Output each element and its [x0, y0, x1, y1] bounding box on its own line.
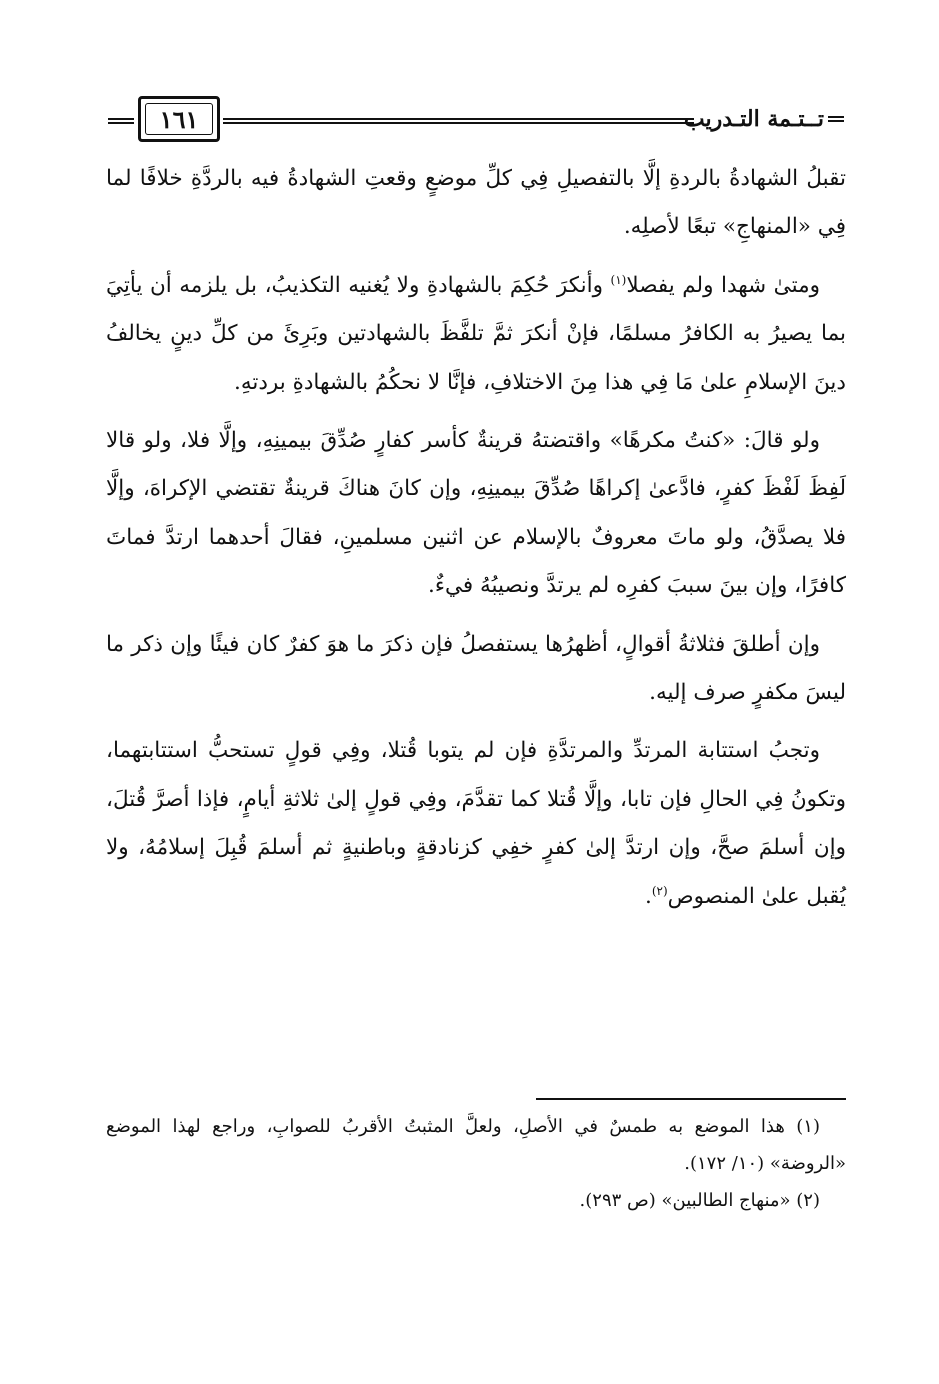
footnote-ref-1: (١) [610, 272, 627, 287]
header-ornament-dash [828, 116, 844, 122]
header-title-text: تــتـمة التـدريب [683, 106, 824, 132]
footnote-1: (١) هذا الموضع به طمسٌ في الأصلِ، ولعلَّ المثبتُ الأقربُ للصوابِ، وراجع لهذا الموضع «الروضة» (١٠/ ١٧٢). [106, 1116, 846, 1174]
paragraph-4: وإن أطلقَ فثلاثةُ أقوالٍ، أظهرُها يستفصلُ فإن ذكرَ ما هوَ كفرٌ كان فيئًا وإن ذكر ما ليسَ مكفرٍ صرف إليه. [106, 631, 846, 706]
footnote-ref-2: (٢) [651, 883, 668, 898]
paragraph-5-end: . [644, 883, 652, 909]
footnote-2: (٢) «منهاج الطالبين» (ص ٢٩٣). [579, 1190, 820, 1211]
page-number-frame [138, 96, 220, 142]
paragraph-3: ولو قالَ: «كنتُ مكرهًا» واقتضتهُ قرينةٌ كأسر كفارٍ صُدِّقَ بيمينِهِ، وإلَّا فلا، ولو قالا لَفِظَ لَفْظَ كفرٍ، فادَّعىٰ إكراهًا صُدِّقَ بيمينِهِ، وإن كانَ هناكَ قرينةٌ تقتضي الإكراهَ، وإلَّا فلا يصدَّقُ، ولو ماتَ معروفٌ بالإسلام عن اثنين مسلمينِ، فقالَ أحدهما ارتدَّ فماتَ كافرًا، وإن بينَ سببَ كفرِه لم يرتدَّ ونصيبُهُ فيءٌ. [106, 428, 846, 599]
paragraph-2-rest: وأنكرَ حُكِمَ بالشهادةِ ولا يُغنيه التكذيبُ، بل يلزمه أن يأتِيَ بما يصيرُ به الكافرُ مسلمًا، فإنْ أنكرَ ثمَّ تلفَّظَ بالشهادتين وبَرِئَ من كلِّ دينٍ يخالفُ دينَ الإسلامِ علىٰ مَا فِي هذا مِنَ الاختلافِ، فإنَّا لا نحكُمُ بالشهادةِ بردتهِ. [106, 272, 846, 395]
running-header [108, 92, 844, 146]
header-double-rule-end [108, 118, 134, 124]
paragraph-5 [106, 727, 846, 921]
paragraph-5-start: وتجبُ استتابة المرتدِّ والمرتدَّةِ فإن لم يتوبا قُتلا، وفِي قولٍ تستحبُّ استتابتهما، وتكونُ فِي الحالِ فإن تابا، وإلَّا قُتلا كما تقدَّمَ، وفِي قولٍ إلىٰ ثلاثةِ أيامٍ، فإذا أصرَّ قُتلَ، وإن أسلمَ صحَّ، وإن ارتدَّ إلىٰ كفرٍ خفِي كزنادقةٍ وباطنيةٍ ثم أسلمَ قُبِلَ إسلامُهُ، ولا يُقبل علىٰ المنصوص [106, 738, 846, 909]
paragraph-2-start: ومتىٰ شهدا ولم يفصلا [626, 272, 820, 298]
paragraph-2 [106, 262, 846, 407]
header-double-rule [223, 118, 694, 124]
header-title [684, 106, 844, 132]
paragraph-1: تقبلُ الشهادةُ بالردةِ إلَّا بالتفصيلِ فِي كلِّ موضعٍ وقعتِ الشهادةُ فيه بالردَّةِ خلافًا لما فِي «المنهاجِ» تبعًا لأصلِه. [106, 166, 846, 240]
footnotes [106, 1108, 846, 1219]
footnote-separator [536, 1098, 846, 1100]
main-text [106, 155, 846, 931]
page-number: ١٦١ [145, 103, 213, 135]
